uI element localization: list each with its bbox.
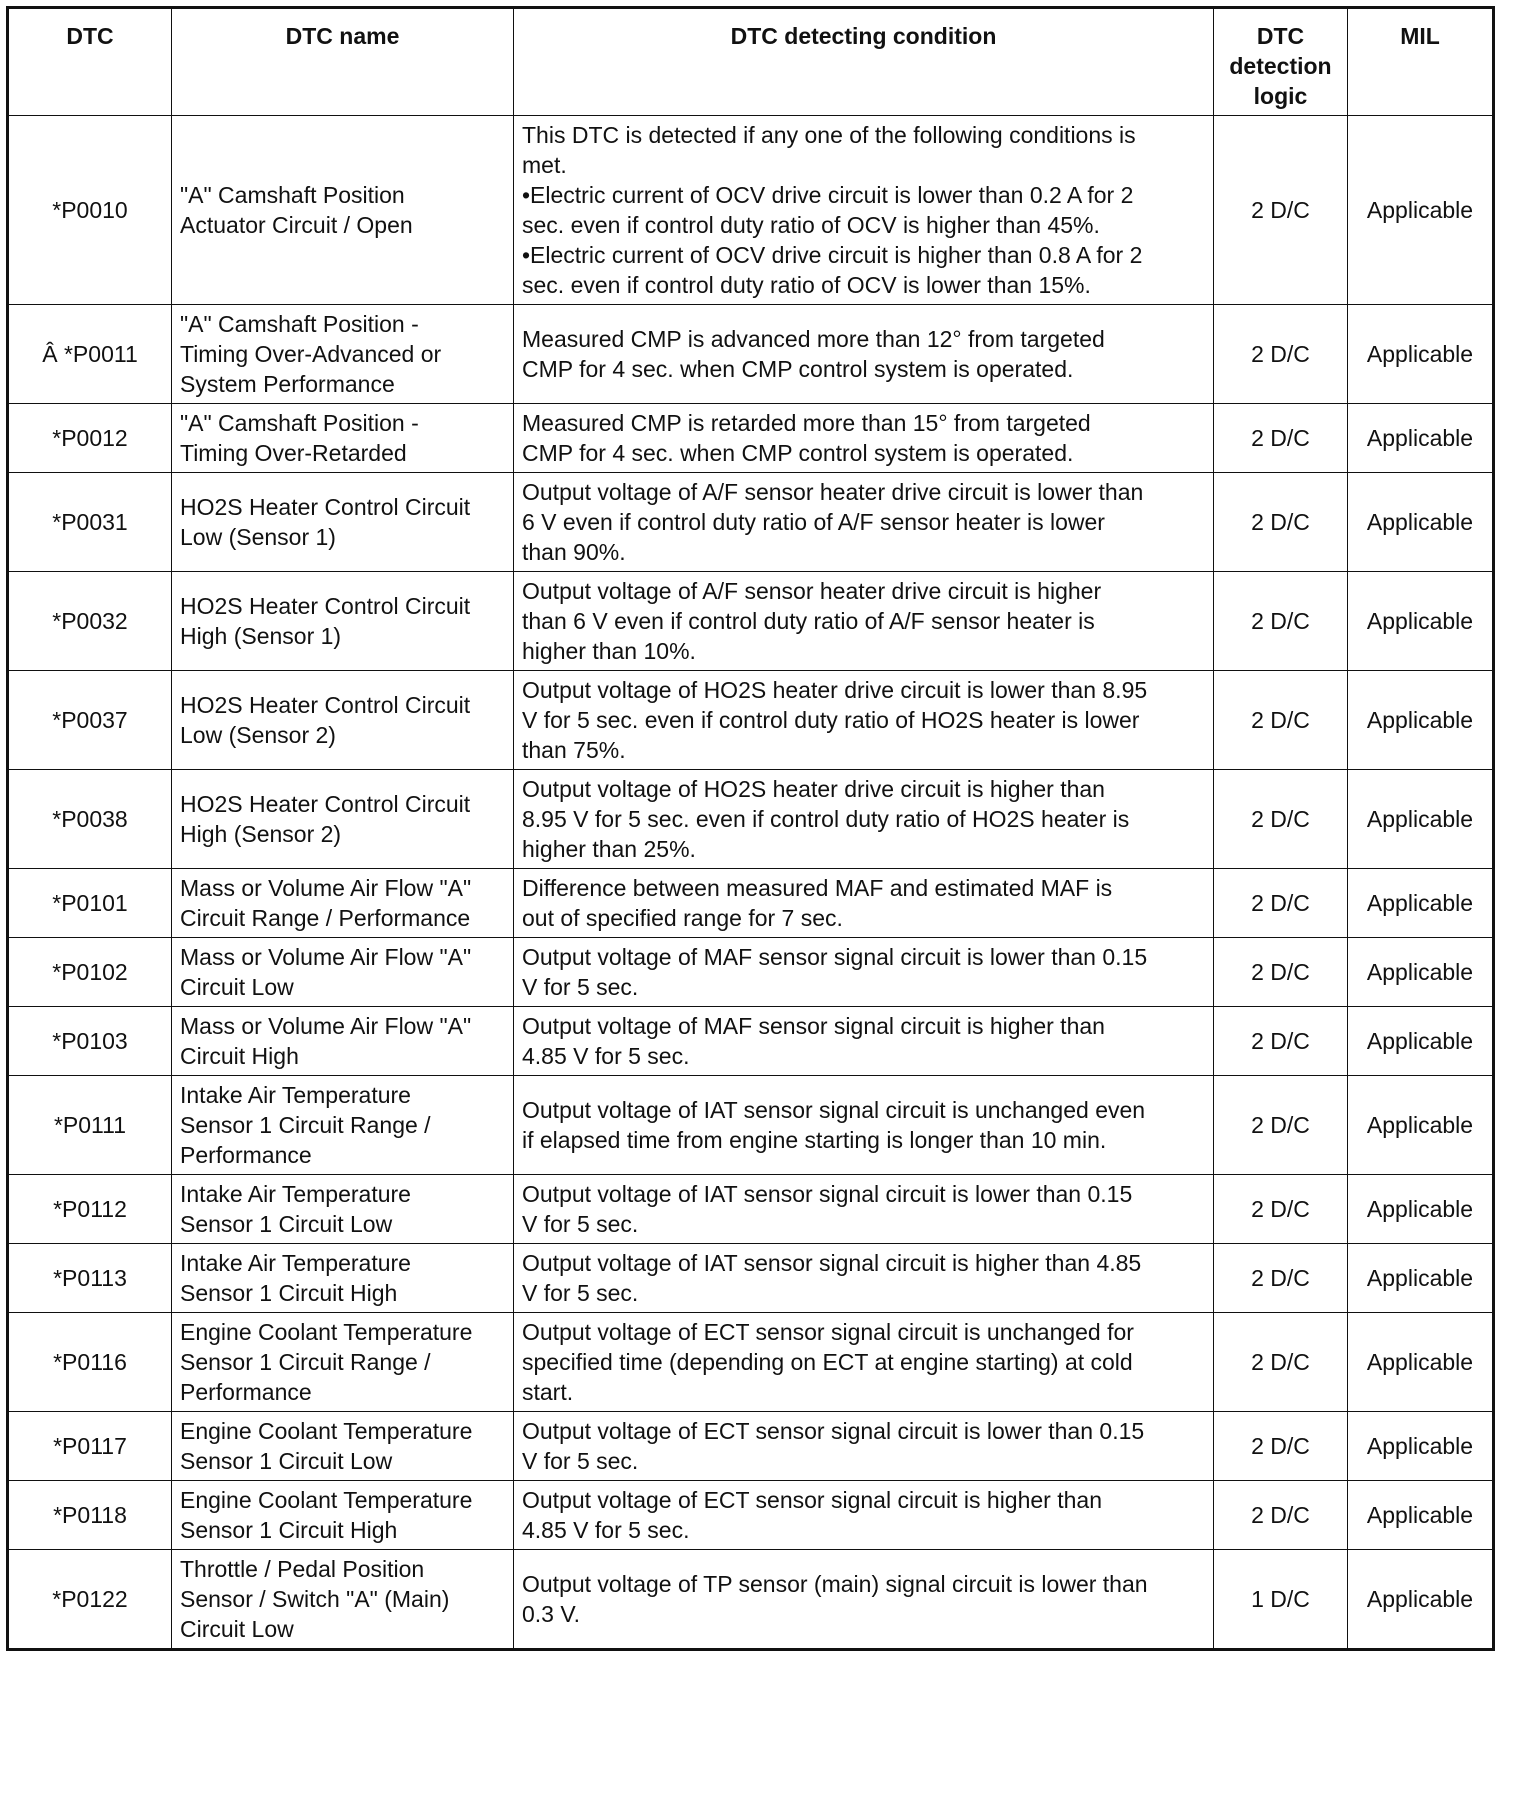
dtc-name-line: Mass or Volume Air Flow "A"	[180, 1013, 472, 1039]
condition-line: Output voltage of IAT sensor signal circuit is unchanged even	[522, 1097, 1146, 1123]
mil-status: Applicable	[1348, 572, 1494, 671]
dtc-name	[172, 671, 514, 770]
dtc-name-line: HO2S Heater Control Circuit	[180, 692, 471, 718]
condition-line: met.	[522, 152, 567, 178]
detection-logic: 2 D/C	[1214, 473, 1348, 572]
dtc-name-line: HO2S Heater Control Circuit	[180, 494, 471, 520]
detecting-condition	[514, 938, 1214, 1007]
dtc-name-line: Intake Air Temperature	[180, 1250, 411, 1276]
detecting-condition	[514, 473, 1214, 572]
dtc-name-line: Performance	[180, 1142, 312, 1168]
dtc-code: *P0012	[8, 404, 172, 473]
dtc-name-line: Sensor 1 Circuit Low	[180, 1448, 393, 1474]
condition-line: This DTC is detected if any one of the following conditions is	[522, 122, 1136, 148]
mil-status: Applicable	[1348, 1175, 1494, 1244]
mil-status: Applicable	[1348, 1550, 1494, 1650]
condition-line: higher than 25%.	[522, 836, 696, 862]
condition-line: Output voltage of ECT sensor signal circuit is higher than	[522, 1487, 1102, 1513]
dtc-name	[172, 1550, 514, 1650]
dtc-name	[172, 572, 514, 671]
dtc-name-line: Mass or Volume Air Flow "A"	[180, 875, 472, 901]
detecting-condition	[514, 1007, 1214, 1076]
condition-line: •Electric current of OCV drive circuit is higher than 0.8 A for 2	[522, 242, 1143, 268]
dtc-code: *P0038	[8, 770, 172, 869]
condition-line: CMP for 4 sec. when CMP control system is operated.	[522, 440, 1074, 466]
table-row	[8, 1007, 1494, 1076]
mil-status: Applicable	[1348, 1076, 1494, 1175]
detection-logic: 2 D/C	[1214, 1076, 1348, 1175]
mil-status: Applicable	[1348, 473, 1494, 572]
dtc-name-line: Circuit Low	[180, 974, 294, 1000]
dtc-code: *P0122	[8, 1550, 172, 1650]
header-logic-line: logic	[1253, 83, 1308, 109]
condition-line: 8.95 V for 5 sec. even if control duty ratio of HO2S heater is	[522, 806, 1130, 832]
condition-line: Measured CMP is advanced more than 12° from targeted	[522, 326, 1105, 352]
dtc-name-line: High (Sensor 2)	[180, 821, 342, 847]
condition-line: Output voltage of ECT sensor signal circuit is unchanged for	[522, 1319, 1134, 1345]
mil-status: Applicable	[1348, 1412, 1494, 1481]
detecting-condition	[514, 1412, 1214, 1481]
detecting-condition	[514, 404, 1214, 473]
condition-line: Output voltage of HO2S heater drive circuit is lower than 8.95	[522, 677, 1148, 703]
dtc-name	[172, 305, 514, 404]
detecting-condition	[514, 1244, 1214, 1313]
dtc-code: *P0031	[8, 473, 172, 572]
condition-line: Output voltage of TP sensor (main) signal circuit is lower than	[522, 1571, 1148, 1597]
table-row	[8, 1313, 1494, 1412]
condition-line: than 75%.	[522, 737, 626, 763]
dtc-name-line: Intake Air Temperature	[180, 1082, 411, 1108]
condition-line: Measured CMP is retarded more than 15° from targeted	[522, 410, 1091, 436]
dtc-name-line: Sensor 1 Circuit High	[180, 1517, 398, 1543]
dtc-name-line: "A" Camshaft Position -	[180, 410, 419, 436]
header-detection-logic	[1214, 8, 1348, 116]
condition-line: CMP for 4 sec. when CMP control system is operated.	[522, 356, 1074, 382]
dtc-name-line: Mass or Volume Air Flow "A"	[180, 944, 472, 970]
table-row	[8, 770, 1494, 869]
condition-line: Output voltage of HO2S heater drive circuit is higher than	[522, 776, 1105, 802]
table-row	[8, 404, 1494, 473]
detection-logic: 2 D/C	[1214, 1481, 1348, 1550]
dtc-name-line: Sensor 1 Circuit Range /	[180, 1349, 431, 1375]
dtc-code: *P0113	[8, 1244, 172, 1313]
condition-line: sec. even if control duty ratio of OCV is higher than 45%.	[522, 212, 1100, 238]
table-row	[8, 1076, 1494, 1175]
detection-logic: 2 D/C	[1214, 116, 1348, 305]
header-dtc: DTC	[8, 8, 172, 116]
dtc-name	[172, 1244, 514, 1313]
condition-line: 6 V even if control duty ratio of A/F sensor heater is lower	[522, 509, 1105, 535]
mil-status: Applicable	[1348, 770, 1494, 869]
condition-line: Output voltage of MAF sensor signal circuit is lower than 0.15	[522, 944, 1148, 970]
dtc-name-line: System Performance	[180, 371, 395, 397]
mil-status: Applicable	[1348, 671, 1494, 770]
dtc-name-line: Engine Coolant Temperature	[180, 1418, 473, 1444]
dtc-name-line: Circuit Low	[180, 1616, 294, 1642]
dtc-code: *P0103	[8, 1007, 172, 1076]
table-row	[8, 1175, 1494, 1244]
dtc-table	[6, 6, 1495, 1651]
detection-logic: 2 D/C	[1214, 671, 1348, 770]
table-row	[8, 1244, 1494, 1313]
dtc-name	[172, 116, 514, 305]
dtc-code: *P0032	[8, 572, 172, 671]
detecting-condition	[514, 1481, 1214, 1550]
table-row	[8, 671, 1494, 770]
dtc-name	[172, 1076, 514, 1175]
dtc-code: *P0102	[8, 938, 172, 1007]
mil-status: Applicable	[1348, 1244, 1494, 1313]
condition-line: Output voltage of IAT sensor signal circuit is higher than 4.85	[522, 1250, 1142, 1276]
condition-line: V for 5 sec.	[522, 1448, 639, 1474]
condition-line: Output voltage of ECT sensor signal circuit is lower than 0.15	[522, 1418, 1145, 1444]
condition-line: than 90%.	[522, 539, 626, 565]
condition-line: start.	[522, 1379, 574, 1405]
dtc-code: *P0118	[8, 1481, 172, 1550]
table-row	[8, 938, 1494, 1007]
condition-line: sec. even if control duty ratio of OCV is lower than 15%.	[522, 272, 1091, 298]
dtc-name-line: "A" Camshaft Position	[180, 182, 405, 208]
table-row	[8, 116, 1494, 305]
header-logic-line: DTC	[1256, 23, 1305, 49]
condition-line: Output voltage of A/F sensor heater drive circuit is lower than	[522, 479, 1144, 505]
condition-line: V for 5 sec.	[522, 1280, 639, 1306]
dtc-name	[172, 869, 514, 938]
detecting-condition	[514, 770, 1214, 869]
dtc-name-line: HO2S Heater Control Circuit	[180, 593, 471, 619]
dtc-name-line: Throttle / Pedal Position	[180, 1556, 425, 1582]
detection-logic: 2 D/C	[1214, 305, 1348, 404]
condition-line: 4.85 V for 5 sec.	[522, 1043, 690, 1069]
table-row	[8, 305, 1494, 404]
dtc-name-line: Sensor 1 Circuit High	[180, 1280, 398, 1306]
detection-logic: 2 D/C	[1214, 404, 1348, 473]
dtc-name-line: Actuator Circuit / Open	[180, 212, 413, 238]
dtc-name-line: Low (Sensor 2)	[180, 722, 336, 748]
dtc-name	[172, 1481, 514, 1550]
condition-line: specified time (depending on ECT at engine starting) at cold	[522, 1349, 1133, 1375]
header-logic-line: detection	[1229, 53, 1332, 79]
condition-line: Output voltage of A/F sensor heater drive circuit is higher	[522, 578, 1102, 604]
detection-logic: 2 D/C	[1214, 1412, 1348, 1481]
detecting-condition	[514, 1550, 1214, 1650]
detection-logic: 2 D/C	[1214, 938, 1348, 1007]
dtc-code: *P0101	[8, 869, 172, 938]
condition-line: V for 5 sec.	[522, 1211, 639, 1237]
detection-logic: 2 D/C	[1214, 770, 1348, 869]
mil-status: Applicable	[1348, 305, 1494, 404]
dtc-name-line: Sensor 1 Circuit Range /	[180, 1112, 431, 1138]
dtc-name	[172, 1175, 514, 1244]
mil-status: Applicable	[1348, 1007, 1494, 1076]
condition-line: Output voltage of MAF sensor signal circuit is higher than	[522, 1013, 1105, 1039]
table-row	[8, 1550, 1494, 1650]
condition-line: V for 5 sec. even if control duty ratio of HO2S heater is lower	[522, 707, 1140, 733]
detection-logic: 2 D/C	[1214, 1313, 1348, 1412]
condition-line: if elapsed time from engine starting is longer than 10 min.	[522, 1127, 1107, 1153]
dtc-name-line: Performance	[180, 1379, 312, 1405]
dtc-code: *P0010	[8, 116, 172, 305]
dtc-name	[172, 938, 514, 1007]
condition-line: Difference between measured MAF and estimated MAF is	[522, 875, 1113, 901]
condition-line: 0.3 V.	[522, 1601, 580, 1627]
detecting-condition	[514, 116, 1214, 305]
dtc-name-line: Sensor / Switch "A" (Main)	[180, 1586, 450, 1612]
dtc-name-line: Sensor 1 Circuit Low	[180, 1211, 393, 1237]
dtc-name-line: Intake Air Temperature	[180, 1181, 411, 1207]
dtc-code: *P0116	[8, 1313, 172, 1412]
detection-logic: 1 D/C	[1214, 1550, 1348, 1650]
condition-line: V for 5 sec.	[522, 974, 639, 1000]
dtc-name-line: Engine Coolant Temperature	[180, 1319, 473, 1345]
table-row	[8, 572, 1494, 671]
condition-line: •Electric current of OCV drive circuit is lower than 0.2 A for 2	[522, 182, 1134, 208]
dtc-code: Â *P0011	[8, 305, 172, 404]
detecting-condition	[514, 869, 1214, 938]
dtc-name	[172, 1412, 514, 1481]
dtc-name	[172, 473, 514, 572]
dtc-name	[172, 1313, 514, 1412]
dtc-name	[172, 404, 514, 473]
detection-logic: 2 D/C	[1214, 1175, 1348, 1244]
detection-logic: 2 D/C	[1214, 1007, 1348, 1076]
mil-status: Applicable	[1348, 1481, 1494, 1550]
mil-status: Applicable	[1348, 869, 1494, 938]
mil-status: Applicable	[1348, 404, 1494, 473]
dtc-name-line: Timing Over-Retarded	[180, 440, 407, 466]
dtc-name-line: High (Sensor 1)	[180, 623, 342, 649]
mil-status: Applicable	[1348, 116, 1494, 305]
header-dtc-name: DTC name	[172, 8, 514, 116]
detecting-condition	[514, 572, 1214, 671]
dtc-code: *P0111	[8, 1076, 172, 1175]
table-row	[8, 1412, 1494, 1481]
mil-status: Applicable	[1348, 1313, 1494, 1412]
detecting-condition	[514, 1313, 1214, 1412]
dtc-code: *P0112	[8, 1175, 172, 1244]
dtc-name-line: Circuit Range / Performance	[180, 905, 471, 931]
table-row	[8, 869, 1494, 938]
header-row	[8, 8, 1494, 116]
detecting-condition	[514, 671, 1214, 770]
dtc-name-line: Low (Sensor 1)	[180, 524, 336, 550]
dtc-code: *P0117	[8, 1412, 172, 1481]
detecting-condition	[514, 305, 1214, 404]
condition-line: Output voltage of IAT sensor signal circuit is lower than 0.15	[522, 1181, 1133, 1207]
dtc-name-line: "A" Camshaft Position -	[180, 311, 419, 337]
condition-line: than 6 V even if control duty ratio of A/F sensor heater is	[522, 608, 1095, 634]
dtc-code: *P0037	[8, 671, 172, 770]
detection-logic: 2 D/C	[1214, 1244, 1348, 1313]
detecting-condition	[514, 1175, 1214, 1244]
mil-status: Applicable	[1348, 938, 1494, 1007]
condition-line: out of specified range for 7 sec.	[522, 905, 843, 931]
table-body	[8, 116, 1494, 1650]
detecting-condition	[514, 1076, 1214, 1175]
dtc-name-line: Engine Coolant Temperature	[180, 1487, 473, 1513]
detection-logic: 2 D/C	[1214, 869, 1348, 938]
detection-logic: 2 D/C	[1214, 572, 1348, 671]
dtc-name-line: Circuit High	[180, 1043, 299, 1069]
table-row	[8, 1481, 1494, 1550]
header-detecting-condition: DTC detecting condition	[514, 8, 1214, 116]
dtc-name	[172, 770, 514, 869]
table-row	[8, 473, 1494, 572]
dtc-name	[172, 1007, 514, 1076]
header-mil: MIL	[1348, 8, 1494, 116]
condition-line: higher than 10%.	[522, 638, 696, 664]
dtc-name-line: Timing Over-Advanced or	[180, 341, 442, 367]
condition-line: 4.85 V for 5 sec.	[522, 1517, 690, 1543]
dtc-name-line: HO2S Heater Control Circuit	[180, 791, 471, 817]
